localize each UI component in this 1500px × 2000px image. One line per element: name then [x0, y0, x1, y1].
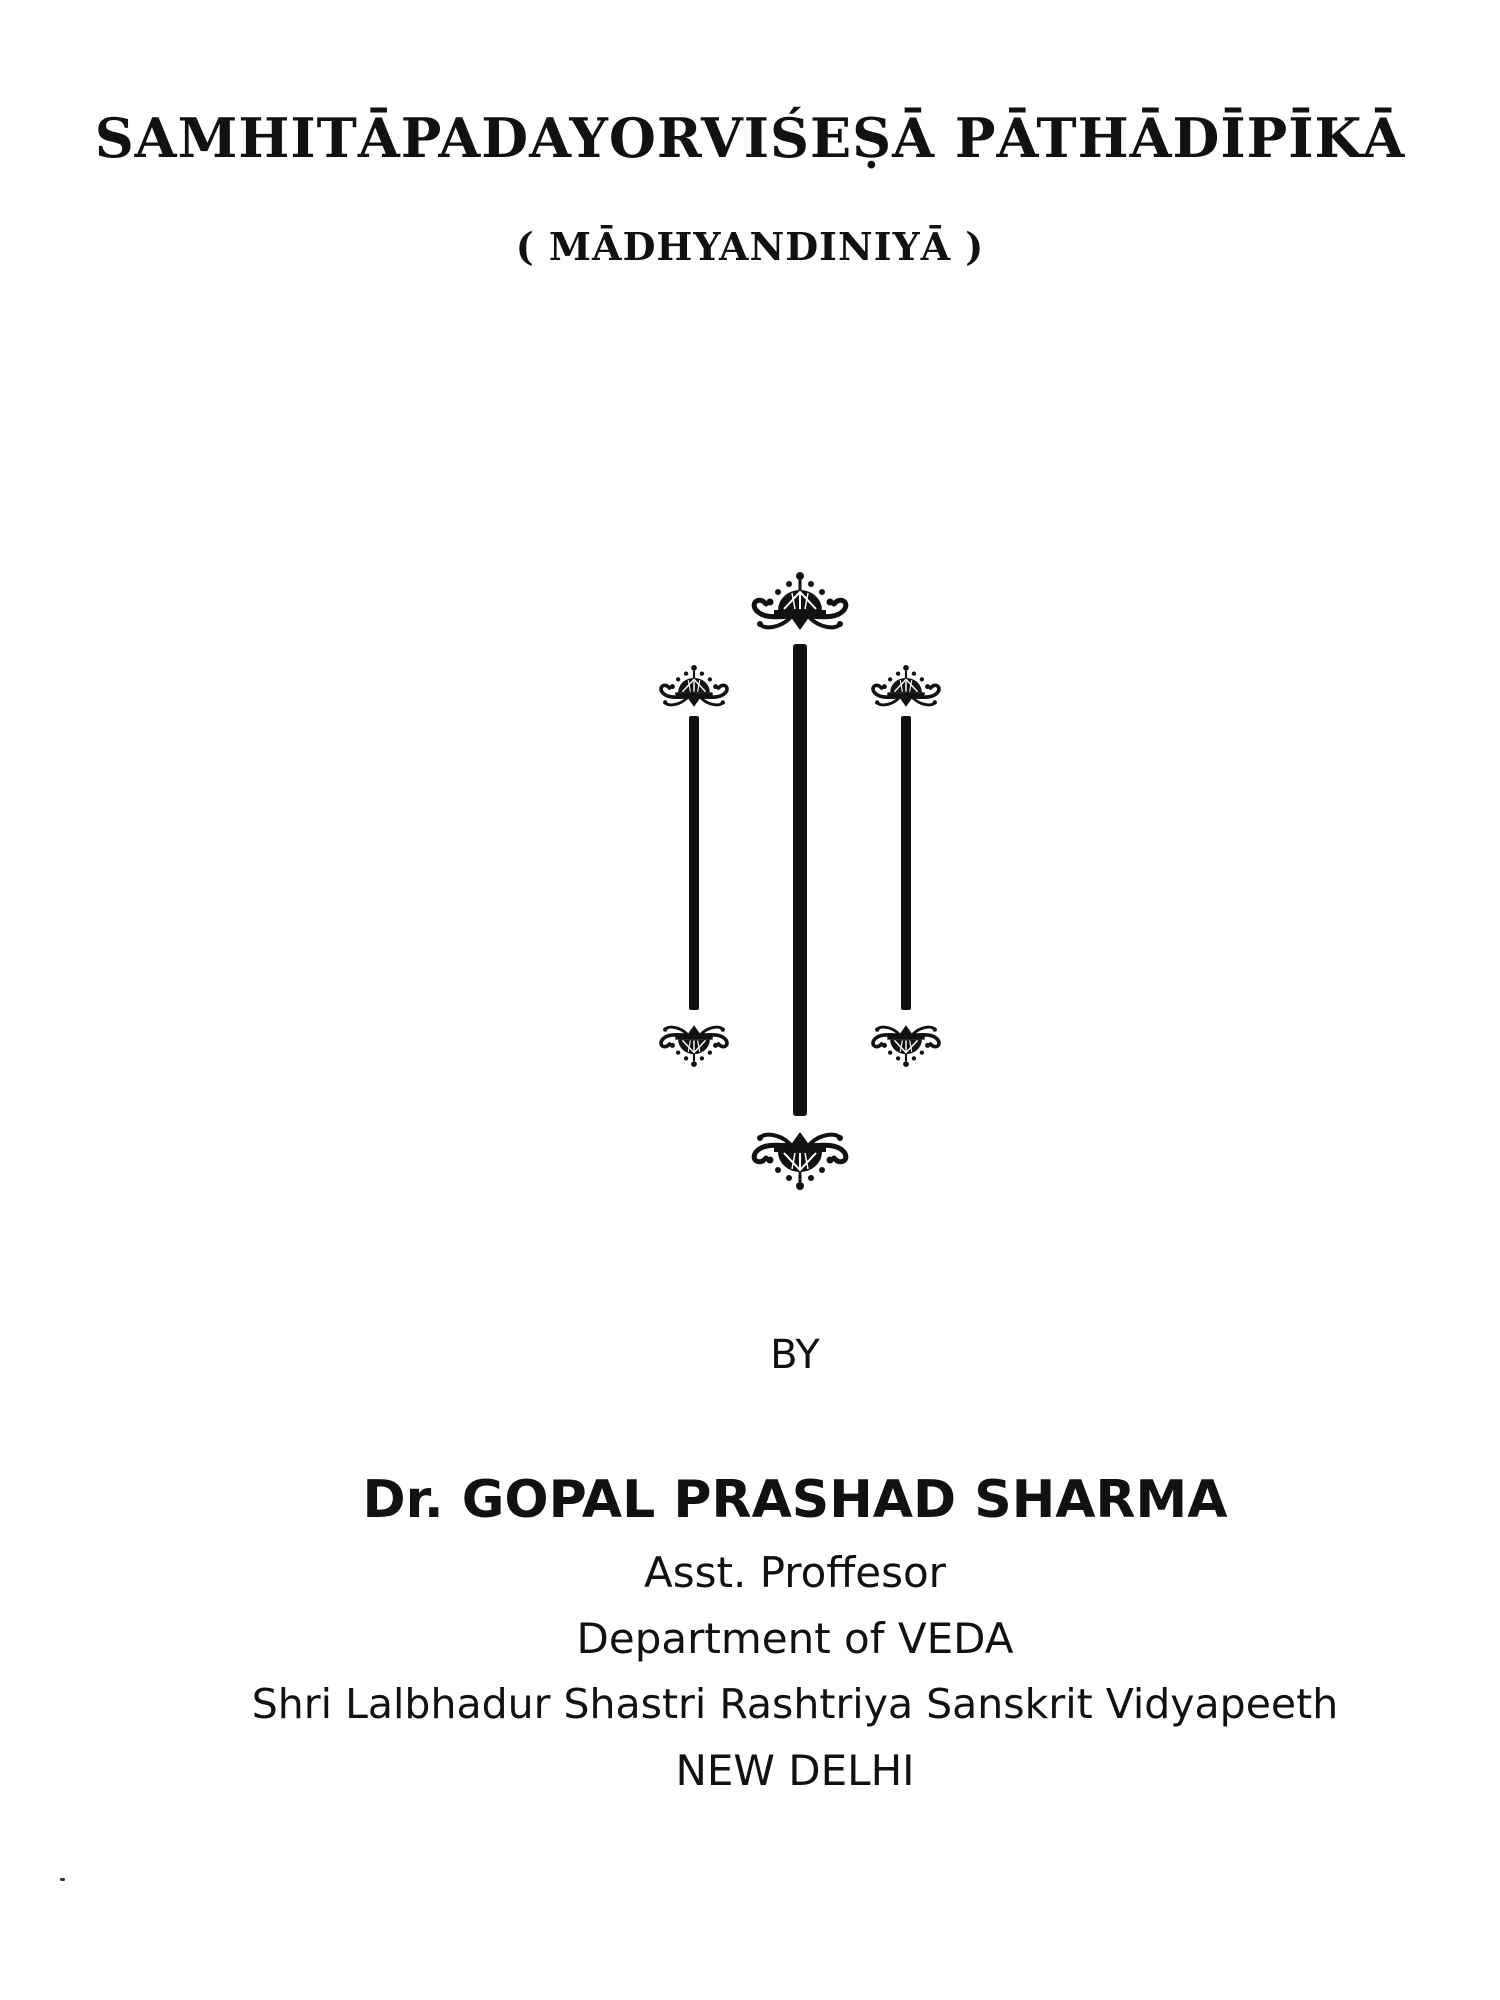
author-name: Dr. GOPAL PRASHAD SHARMA [362, 1470, 1228, 1530]
scan-speck [60, 1878, 65, 1881]
left-pillar [661, 665, 727, 1067]
center-pillar [754, 572, 846, 1190]
author-department: Department of VEDA [576, 1614, 1014, 1663]
author-city: NEW DELHI [675, 1746, 915, 1795]
by-label: BY [770, 1332, 820, 1378]
author-position: Asst. Proffesor [644, 1548, 946, 1597]
right-pillar [873, 665, 939, 1067]
three-pillar-floral-ornament-icon [640, 560, 960, 1220]
book-title: SAMHITĀPADAYORVIŚEṢĀ PĀTHĀDĪPĪKĀ [94, 106, 1406, 170]
book-subtitle: ( MĀDHYANDINIYĀ ) [515, 224, 985, 269]
author-institution: Shri Lalbhadur Shastri Rashtriya Sanskrit Vidyapeeth [251, 1680, 1339, 1728]
